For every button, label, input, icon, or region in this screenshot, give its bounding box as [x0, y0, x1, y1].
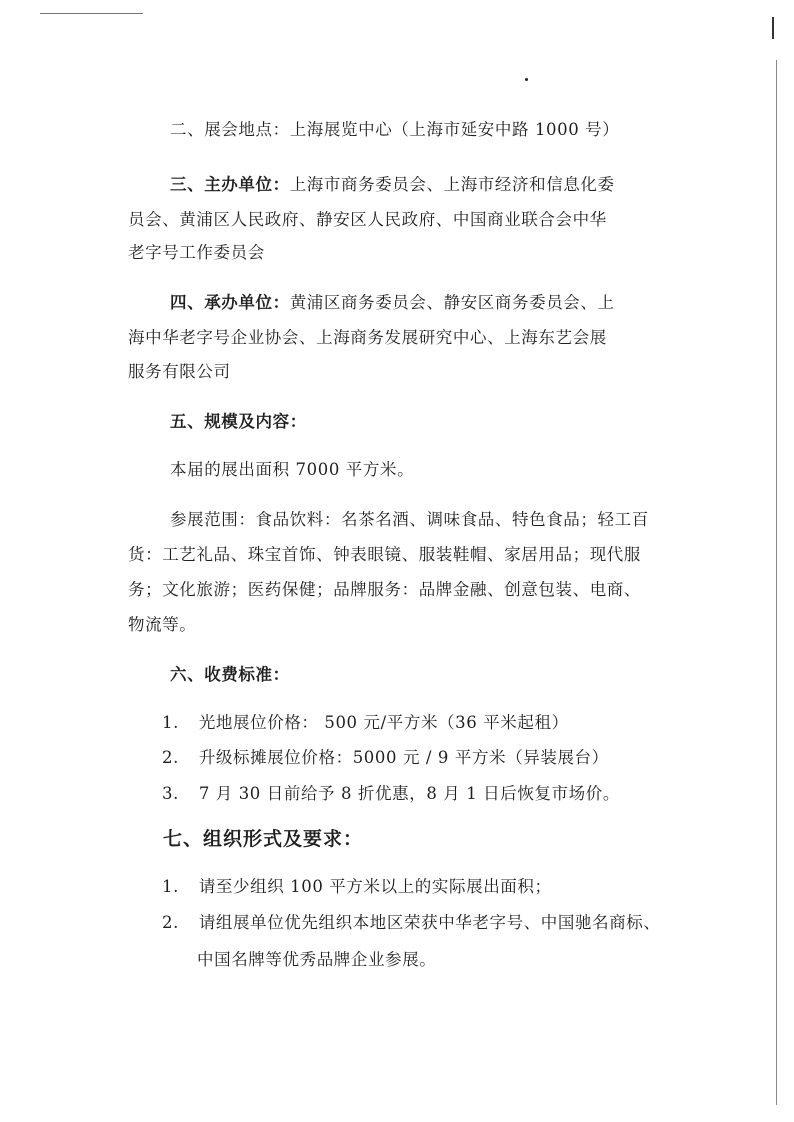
section-2-text: 上海展览中心（上海市延安中路 1000 号）: [289, 120, 620, 139]
section-4-line-3: 服务有限公司: [128, 362, 231, 381]
fee-item-text: 7 月 30 日前给予 8 折优惠，8 月 1 日后恢复市场价。: [198, 784, 620, 803]
scan-artifact-dot: [525, 78, 528, 81]
fee-item-text: 光地展位价格： 500 元/平方米（36 平米起租）: [198, 713, 569, 732]
section-3-heading: 三、主办单位：: [170, 175, 290, 194]
org-item-text: 请组展单位优先组织本地区荣获中华老字号、中国驰名商标、: [198, 913, 661, 932]
section-5-area: 本届的展出面积 7000 平方米。: [170, 460, 415, 479]
section-5-scope-line-4: 物流等。: [128, 615, 197, 634]
section-5-scope-line-2: 货：工艺礼品、珠宝首饰、钟表眼镜、服装鞋帽、家居用品；现代服: [128, 545, 641, 564]
fee-item-number: 2.: [162, 748, 179, 767]
section-4-heading: 四、承办单位：: [170, 293, 290, 312]
fee-item-number: 3.: [162, 784, 179, 803]
fee-item-3: [162, 784, 620, 804]
section-5-scope-line-3: 务；文化旅游；医药保健；品牌服务：品牌金融、创意包装、电商、: [128, 580, 641, 599]
section-4-text: 黄浦区商务委员会、静安区商务委员会、上: [289, 293, 615, 312]
fee-item-2: [162, 748, 609, 768]
section-5-heading: 五、规模及内容：: [170, 412, 307, 431]
section-7-heading: 七、组织形式及要求：: [163, 828, 364, 850]
section-2: [170, 120, 619, 140]
org-item-number: 1.: [162, 877, 179, 896]
section-3-line-1: [170, 175, 615, 195]
section-6-heading: 六、收费标准：: [170, 665, 290, 684]
scan-artifact-mark: [772, 17, 774, 39]
fee-item-1: [162, 713, 569, 733]
section-3-line-3: 老字号工作委员会: [128, 243, 265, 262]
org-item-1: [162, 877, 552, 897]
scan-artifact-line: [40, 13, 143, 14]
section-3-text: 上海市商务委员会、上海市经济和信息化委: [289, 175, 615, 194]
org-item-2: [162, 913, 661, 933]
org-item-number: 2.: [162, 913, 179, 932]
fee-item-number: 1.: [162, 713, 179, 732]
fee-item-text: 升级标摊展位价格：5000 元 / 9 平方米（异装展台）: [198, 748, 609, 767]
section-4-line-1: [170, 293, 615, 313]
section-2-heading: 二、展会地点：: [170, 120, 290, 139]
section-3-line-2: 员会、黄浦区人民政府、静安区人民政府、中国商业联合会中华: [128, 210, 607, 229]
section-5-scope-line-1: 参展范围：食品饮料：名茶名酒、调味食品、特色食品；轻工百: [170, 510, 649, 529]
section-4-line-2: 海中华老字号企业协会、上海商务发展研究中心、上海东艺会展: [128, 328, 607, 347]
scan-artifact-edge: [776, 60, 777, 1105]
org-item-text: 请至少组织 100 平方米以上的实际展出面积；: [198, 877, 552, 896]
org-item-2-continued: 中国名牌等优秀品牌企业参展。: [197, 950, 437, 969]
